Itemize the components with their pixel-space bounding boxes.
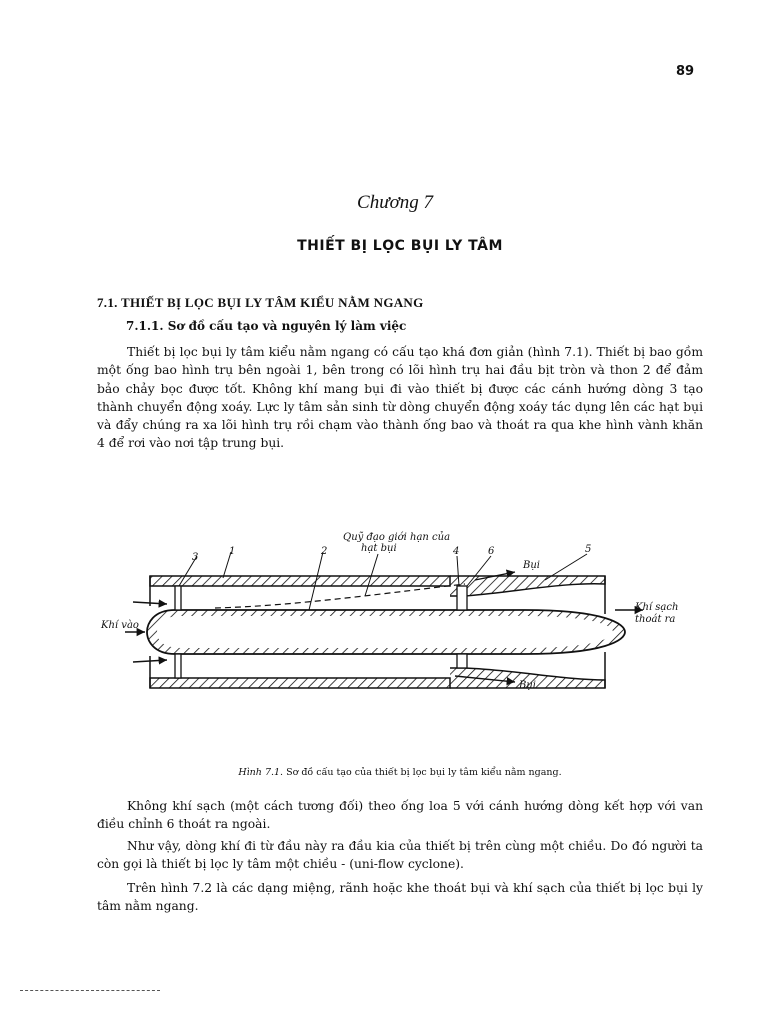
chapter-heading: THIẾT BỊ LỌC BỤI LY TÂM (297, 238, 503, 254)
label-5: 5 (585, 544, 592, 555)
label-2: 2 (321, 546, 328, 557)
particle-trajectory (215, 584, 465, 608)
paragraph-text: Thiết bị lọc bụi ly tâm kiểu nằm ngang có cấu tạo khá đơn giản (hình 7.1). Thiết bị bao gồm một ống bao hình trụ bên ngoài 1, bên trong có lõi hình trụ hai đầu bịt tròn và thon 2 để đảm bảo chảy bọc được tốt. Không khí mang bụi đi vào thiết bị được các cánh hướng dòng 3 tạo thành chuyển động xoáy. Lực ly tâm sản sinh từ dòng chuyển động xoáy tác dụng lên các hạt bụi và đẩy chúng ra xa lõi hình trụ rồi chạm vào thành ống bao và thoát ra qua khe hình vành khăn 4 để rơi vào nơi tập trung bụi. (97, 345, 703, 451)
paragraph-figure-ref (97, 879, 703, 916)
cyclone-diagram (95, 524, 695, 704)
label-trajectory: Quỹ đạo giới hạn của (343, 532, 451, 543)
label-6: 6 (488, 546, 495, 557)
paragraph-uniflow (97, 837, 703, 874)
figure-number: Hình 7.1. (238, 767, 284, 778)
inlet-arrow-top (133, 602, 167, 604)
guide-vane-top (175, 586, 181, 610)
figure-caption (0, 767, 768, 778)
label-outlet-2: thoát ra (635, 614, 676, 625)
label-inlet: Khí vào (101, 620, 139, 631)
outer-shell-top (150, 576, 450, 586)
label-trajectory-2: hạt bụi (361, 543, 397, 554)
page-number: 89 (676, 64, 695, 79)
paragraph-text: Không khí sạch (một cách tương đối) theo ống loa 5 với cánh hướng dòng kết hợp với van điều chỉnh 6 thoát ra ngoài. (97, 799, 703, 832)
inlet-arrow-bottom (133, 660, 167, 662)
label-1: 1 (229, 546, 236, 557)
outer-shell-bottom (150, 678, 450, 688)
section-heading: 7.1. THIẾT BỊ LỌC BỤI LY TÂM KIỂU NẰM NGANG (97, 295, 424, 310)
guide-vane-bottom (175, 654, 181, 678)
valve-bottom (457, 654, 467, 668)
chapter-title: Chương 7 (357, 192, 433, 213)
paragraph-text: Trên hình 7.2 là các dạng miệng, rãnh hoặc khe thoát bụi và khí sạch của thiết bị lọc bụi ly tâm nằm ngang. (97, 881, 703, 914)
figure-caption-text: Sơ đồ cấu tạo của thiết bị lọc bụi ly tâm kiểu nằm ngang. (283, 767, 562, 778)
valve-top (457, 586, 467, 610)
paragraph-clean-air (97, 797, 703, 834)
scan-artifact (20, 990, 160, 992)
label-dust-top: Bụi (523, 560, 540, 571)
subsection-heading: 7.1.1. Sơ đồ cấu tạo và nguyên lý làm việc (126, 319, 407, 333)
paragraph-text: Như vậy, dòng khí đi từ đầu này ra đầu kia của thiết bị trên cùng một chiều. Do đó người ta còn gọi là thiết bị lọc ly tâm một chiều - (uni-flow cyclone). (97, 839, 703, 872)
label-outlet: Khí sạch (635, 602, 679, 613)
label-3: 3 (192, 552, 199, 563)
paragraph-intro (97, 343, 703, 453)
label-dust-bottom: Bụi (519, 680, 536, 691)
leader-trajectory (365, 554, 378, 596)
label-4: 4 (453, 546, 460, 557)
flare-tube-top (450, 576, 605, 596)
inner-core-face (157, 616, 613, 648)
